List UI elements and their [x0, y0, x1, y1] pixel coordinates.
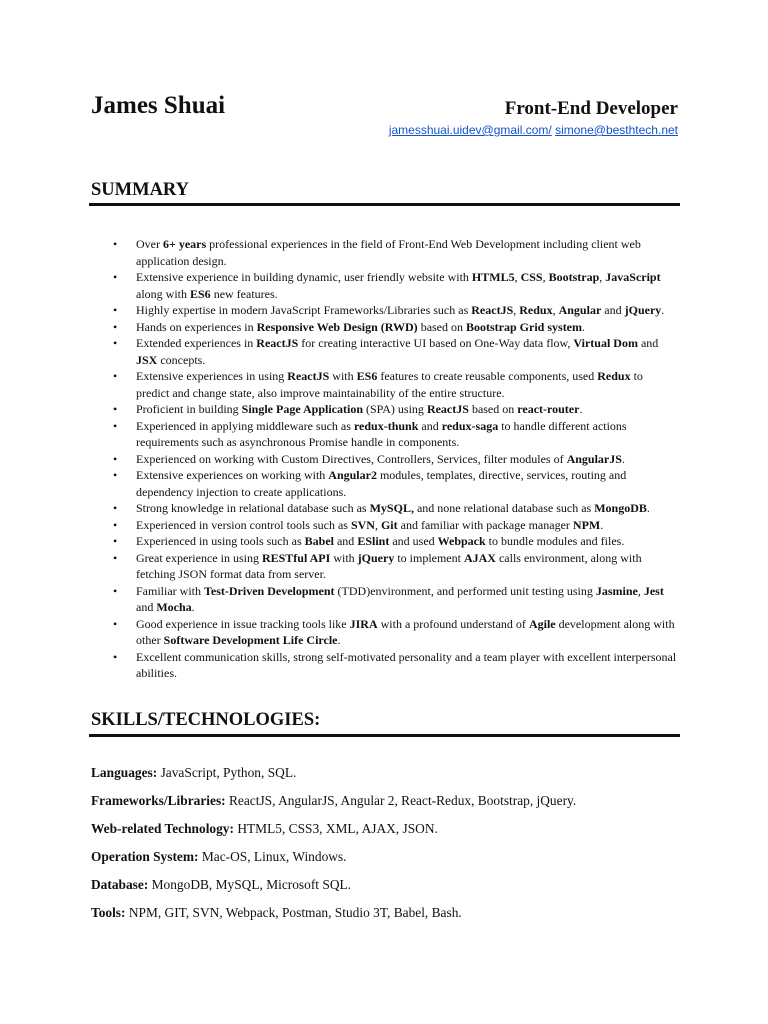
summary-text: Excellent communication skills, strong self-motivated personality and a team player with excellent interpersonal abilities. [136, 649, 677, 680]
summary-text: with a profound understand of [377, 616, 529, 631]
summary-text: and familiar with package manager [397, 517, 573, 532]
summary-keyword: Git [380, 517, 398, 532]
summary-keyword: RESTful API [261, 550, 331, 565]
summary-text: Extended experiences in [136, 336, 257, 350]
summary-keyword: redux-thunk [353, 418, 419, 433]
skill-value: NPM, GIT, SVN, Webpack, Postman, Studio 3T, Babel, Bash. [125, 905, 462, 920]
summary-keyword: MySQL, [369, 501, 414, 515]
summary-text: based on [417, 319, 467, 334]
summary-text: concepts. [157, 352, 206, 367]
summary-item [112, 550, 678, 583]
summary-text: features to create reusable components, used [377, 369, 598, 383]
summary-keyword: JavaScript [605, 270, 661, 284]
summary-keyword: Agile [528, 616, 556, 631]
skill-label: Languages: [91, 765, 158, 780]
summary-text: calls environment, along with fetching JSON format data from server. [136, 550, 642, 581]
summary-text: , [599, 270, 606, 284]
summary-keyword: jQuery [624, 303, 662, 317]
summary-keyword: HTML5 [471, 270, 515, 284]
skill-row [91, 792, 691, 820]
summary-keyword: redux-saga [441, 418, 499, 433]
summary-text: based on [468, 402, 518, 416]
skill-value: MongoDB, MySQL, Microsoft SQL. [148, 877, 352, 892]
summary-text: Great experience in using [136, 550, 262, 565]
summary-keyword: ReactJS [471, 303, 514, 317]
skill-label: Tools: [91, 905, 126, 920]
summary-text: and [333, 534, 358, 548]
summary-keyword: Redux [519, 303, 553, 317]
summary-keyword: Angular [558, 303, 602, 317]
summary-keyword: CSS [520, 270, 543, 284]
summary-keyword: ReactJS [426, 402, 469, 416]
summary-text: Strong knowledge in relational database such as [136, 501, 370, 515]
summary-text: and [136, 600, 157, 614]
skills-list [91, 764, 691, 932]
summary-keyword: Babel [304, 534, 334, 548]
summary-heading: SUMMARY [91, 180, 190, 200]
email-link-primary[interactable]: jamesshuai.uidev@gmail.com/ [388, 123, 552, 137]
summary-text: , [513, 303, 520, 317]
skills-divider [89, 734, 680, 737]
summary-keyword: Single Page Application [241, 402, 364, 416]
summary-text: along with [136, 286, 190, 301]
skill-row [91, 848, 691, 876]
skill-row [91, 820, 691, 848]
summary-text: , [542, 270, 549, 284]
summary-item [112, 533, 678, 550]
summary-text: development along with other [136, 616, 675, 647]
skill-label: Database: [91, 877, 149, 892]
summary-text: Experienced in version control tools such as [136, 517, 351, 532]
summary-text: and [637, 336, 659, 350]
summary-keyword: Mocha [156, 600, 192, 614]
summary-text: , [514, 270, 521, 284]
summary-keyword: jQuery [357, 550, 395, 565]
summary-item [112, 401, 678, 418]
summary-text: and [418, 418, 442, 433]
summary-item [112, 418, 678, 451]
skill-value: Mac-OS, Linux, Windows. [198, 849, 347, 864]
summary-item [112, 583, 678, 616]
summary-item [112, 335, 678, 368]
summary-item [112, 467, 678, 500]
summary-keyword: AngularJS [566, 451, 622, 466]
summary-divider [89, 203, 680, 206]
skill-label: Web-related Technology: [91, 821, 234, 836]
summary-item [112, 616, 678, 649]
summary-keyword: Webpack [437, 534, 486, 548]
summary-item [112, 269, 678, 302]
skill-value: JavaScript, Python, SQL. [157, 765, 297, 780]
summary-keyword: MongoDB [594, 501, 647, 515]
skill-label: Frameworks/Libraries: [91, 793, 226, 808]
summary-keyword: SVN [350, 517, 375, 532]
summary-item [112, 368, 678, 401]
summary-text: , [552, 303, 559, 317]
summary-text: , [374, 517, 381, 532]
summary-text: Proficient in building [136, 402, 242, 416]
summary-text: . [582, 319, 586, 334]
summary-text: Extensive experiences in using [136, 369, 288, 383]
summary-text: . [191, 600, 195, 614]
summary-item [112, 517, 678, 534]
summary-keyword: ES6 [356, 369, 378, 383]
summary-text: with [330, 550, 358, 565]
summary-keyword: 6+ years [163, 237, 207, 251]
summary-keyword: Bootstrap [548, 270, 600, 284]
summary-text: . [621, 451, 625, 466]
skill-value: HTML5, CSS3, XML, AJAX, JSON. [233, 821, 438, 836]
summary-keyword: Test-Driven Development [204, 583, 335, 598]
summary-keyword: JSX [136, 352, 158, 367]
summary-list [112, 236, 678, 682]
summary-keyword: Responsive Web Design (RWD) [256, 319, 418, 334]
summary-text: (TDD)environment, and performed unit testing using [334, 583, 596, 598]
summary-text: and none relational database such as [413, 501, 595, 515]
summary-keyword: ReactJS [287, 369, 330, 383]
skill-row [91, 876, 691, 904]
summary-text: . [337, 633, 341, 647]
summary-item [112, 451, 678, 468]
summary-text: Extensive experience in building dynamic, user friendly website with [136, 270, 472, 284]
summary-text: professional experiences in the field of Front-End Web Development including client web application design. [136, 237, 641, 268]
job-title: Front-End Developer [504, 98, 678, 119]
summary-keyword: AJAX [463, 550, 496, 565]
summary-keyword: react-router [517, 402, 580, 416]
summary-text: Experienced on working with Custom Directives, Controllers, Services, filter modules of [136, 451, 567, 466]
summary-text: to bundle modules and files. [485, 534, 625, 548]
summary-keyword: Virtual Dom [573, 336, 638, 350]
summary-keyword: Jasmine [595, 583, 638, 598]
summary-keyword: JIRA [349, 616, 378, 631]
summary-keyword: ReactJS [256, 336, 299, 350]
candidate-name: James Shuai [91, 92, 226, 119]
summary-text: . [661, 303, 665, 317]
summary-text: Over [136, 237, 163, 251]
email-link-secondary[interactable]: simone@besthtech.net [555, 123, 678, 137]
skill-row [91, 764, 691, 792]
summary-keyword: NPM [572, 517, 601, 532]
summary-item [112, 319, 678, 336]
summary-keyword: Redux [597, 369, 631, 383]
summary-text: Extensive experiences on working with [136, 468, 329, 482]
summary-keyword: Software Development Life Circle [163, 633, 338, 647]
summary-keyword: ES6 [190, 286, 211, 301]
summary-text: for creating interactive UI based on One-Way data flow, [298, 336, 574, 350]
summary-item [112, 302, 678, 319]
summary-text: . [579, 402, 583, 416]
summary-text: with [329, 369, 357, 383]
skill-row [91, 904, 691, 932]
contact-emails [389, 123, 678, 137]
summary-text: modules, templates, directive, services, routing and dependency injection to create applications. [136, 468, 627, 499]
summary-text: and [601, 303, 625, 317]
summary-text: Experienced in applying middleware such as [136, 418, 354, 433]
summary-text: Familiar with [136, 583, 204, 598]
summary-text: . [646, 501, 650, 515]
summary-text: . [600, 517, 604, 532]
skill-label: Operation System: [91, 849, 199, 864]
summary-text: Highly expertise in modern JavaScript Frameworks/Libraries such as [136, 303, 472, 317]
skill-value: ReactJS, AngularJS, Angular 2, React-Redux, Bootstrap, jQuery. [225, 793, 577, 808]
summary-text: to implement [394, 550, 464, 565]
summary-text: Experienced in using tools such as [136, 534, 305, 548]
summary-keyword: Jest [643, 583, 664, 598]
summary-text: and used [389, 534, 438, 548]
summary-text: Hands on experiences in [136, 319, 257, 334]
summary-keyword: ESlint [357, 534, 390, 548]
summary-text: Good experience in issue tracking tools like [136, 616, 350, 631]
skills-heading: SKILLS/TECHNOLOGIES: [91, 710, 321, 730]
summary-text: (SPA) using [363, 402, 427, 416]
summary-item [112, 236, 678, 269]
summary-text: new features. [210, 286, 278, 301]
summary-item [112, 649, 678, 682]
summary-text: to predict and change state, also improve maintainability of the entire structure. [136, 369, 643, 400]
summary-text: , [637, 583, 644, 598]
summary-text: to handle different actions requirements such as asynchronous Promise handle in components. [136, 418, 627, 449]
summary-keyword: Bootstrap Grid system [466, 319, 583, 334]
summary-keyword: Angular2 [328, 468, 377, 482]
summary-item [112, 500, 678, 517]
